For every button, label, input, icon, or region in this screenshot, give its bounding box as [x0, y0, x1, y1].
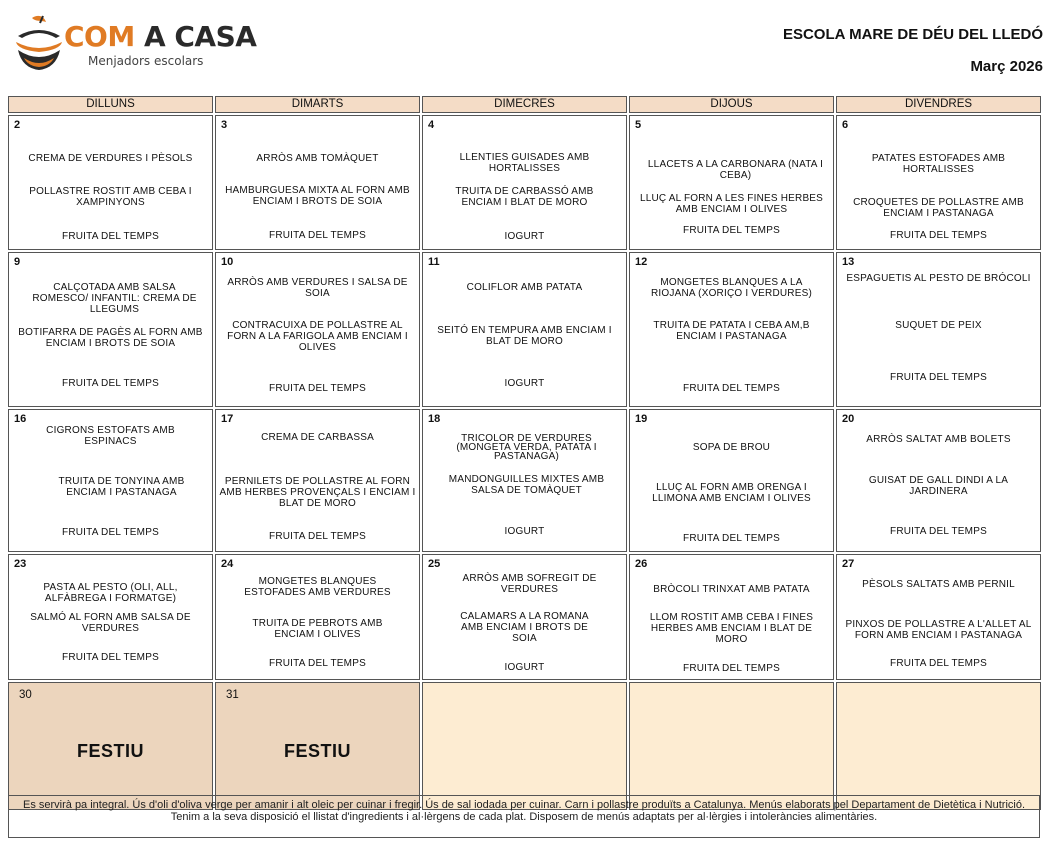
day-cell: [8, 252, 213, 407]
dessert: FRUITA DEL TEMPS: [890, 658, 987, 669]
day-cell: [8, 409, 213, 552]
dessert: FRUITA DEL TEMPS: [269, 383, 366, 394]
dessert: FRUITA DEL TEMPS: [683, 533, 780, 544]
day-cell: [629, 554, 834, 680]
brand-name: [64, 20, 256, 53]
dessert: FRUITA DEL TEMPS: [890, 230, 987, 241]
brand-logo: [12, 14, 257, 76]
day-number: 2: [14, 119, 21, 131]
dessert: FRUITA DEL TEMPS: [683, 383, 780, 394]
day-number: 26: [635, 558, 648, 570]
weekday-header: DIVENDRES: [836, 96, 1041, 113]
second-course: SUQUET DE PEIX: [895, 320, 982, 331]
first-course: MONGETES BLANQUES ESTOFADES AMB VERDURES: [244, 576, 391, 598]
second-course: LLUÇ AL FORN A LES FINES HERBES AMB ENCIAM I OLIVES: [639, 193, 824, 215]
holiday-label: FESTIU: [76, 741, 144, 761]
weekday-header: DIMECRES: [422, 96, 627, 113]
day-number: 5: [635, 119, 642, 131]
first-course: CREMA DE VERDURES I PÈSOLS: [28, 153, 193, 164]
brand-name-part2: A CASA: [143, 20, 257, 53]
first-course: SOPA DE BROU: [692, 442, 771, 453]
day-number: 24: [221, 558, 234, 570]
dessert: FRUITA DEL TEMPS: [269, 531, 366, 542]
day-cell: [215, 409, 420, 552]
first-course: TRICOLOR DE VERDURES (MONGETA VERDA, PATATA I PASTANAGA): [456, 433, 597, 462]
first-course: ARRÒS AMB VERDURES I SALSA DE SOIA: [227, 277, 408, 299]
dessert: FRUITA DEL TEMPS: [890, 372, 987, 383]
weekday-header: DIMARTS: [215, 96, 420, 113]
dessert: IOGURT: [504, 662, 545, 673]
day-cell: [629, 409, 834, 552]
week-row: [8, 115, 1040, 250]
day-cell: [836, 115, 1041, 250]
day-number: 6: [842, 119, 849, 131]
weekday-header-row: [8, 96, 1040, 113]
day-number: 18: [428, 413, 441, 425]
first-course: PATATES ESTOFADES AMB HORTALISSES: [871, 153, 1006, 175]
day-cell: [8, 554, 213, 680]
week-row: [8, 409, 1040, 552]
empty-cell: [422, 682, 627, 810]
day-cell: [629, 115, 834, 250]
holiday-cell: [215, 682, 420, 810]
first-course: LLENTIES GUISADES AMB HORTALISSES: [459, 152, 590, 174]
first-course: COLIFLOR AMB PATATA: [466, 282, 583, 293]
empty-cell: [629, 682, 834, 810]
brand-tagline: Menjadors escolars: [88, 54, 204, 68]
first-course: CREMA DE CARBASSA: [261, 432, 374, 443]
day-cell: [422, 115, 627, 250]
second-course: GUISAT DE GALL DINDI A LA JARDINERA: [868, 475, 1009, 497]
day-number: 11: [428, 256, 440, 268]
dessert: FRUITA DEL TEMPS: [62, 527, 159, 538]
first-course: LLACETS A LA CARBONARA (NATA I CEBA): [647, 159, 824, 181]
second-course: LLOM ROSTIT AMB CEBA I FINES HERBES AMB ENCIAM I BLAT DE MORO: [649, 612, 814, 645]
dessert: FRUITA DEL TEMPS: [890, 526, 987, 537]
dessert: IOGURT: [504, 378, 545, 389]
dessert: FRUITA DEL TEMPS: [683, 225, 780, 236]
second-course: TRUITA DE TONYINA AMB ENCIAM I PASTANAGA: [58, 476, 185, 498]
first-course: MONGETES BLANQUES A LA RIOJANA (XORIÇO I VERDURES): [651, 277, 812, 299]
week-row: [8, 682, 1040, 810]
school-name: ESCOLA MARE DE DÉU DEL LLEDÓ: [782, 26, 1043, 43]
second-course: POLLASTRE ROSTIT AMB CEBA I XAMPINYONS: [29, 186, 192, 208]
first-course: ARRÒS SALTAT AMB BOLETS: [866, 434, 1011, 445]
day-cell: [215, 554, 420, 680]
day-cell: [836, 252, 1041, 407]
day-number: 9: [14, 256, 21, 268]
second-course: LLUÇ AL FORN AMB ORENGA I LLIMONA AMB ENCIAM I OLIVES: [652, 482, 811, 504]
day-number: 27: [842, 558, 855, 570]
holiday-label: FESTIU: [283, 741, 351, 761]
second-course: SEITÓ EN TEMPURA AMB ENCIAM I BLAT DE MORO: [437, 325, 612, 347]
day-cell: [422, 554, 627, 680]
first-course: ESPAGUETIS AL PESTO DE BRÓCOLI: [846, 273, 1031, 284]
day-cell: [836, 554, 1041, 680]
day-number: 19: [635, 413, 648, 425]
day-number: 3: [221, 119, 228, 131]
day-cell: [629, 252, 834, 407]
weekday-header: DIJOUS: [629, 96, 834, 113]
first-course: PASTA AL PESTO (OLI, ALL, ALFÀBREGA I FORMATGE): [43, 582, 178, 604]
day-number: 25: [428, 558, 441, 570]
week-row: [8, 252, 1040, 407]
footer-note: Es servirà pa integral. Ús d'oli d'oliva verge per amanir i alt oleic per cuinar i fregir. Ús de sal iodada per cuinar. Carn i pollastre produïts a Catalunya. Menús elaborats pel Departament de Dietètica i Nutrició. Tenim a la seva disposició el llistat d'ingredients i al·lèrgens de cada plat. Disposem de menús adaptats per al·lèrgies i intoleràncies alimentàries.: [8, 795, 1040, 838]
day-cell: [422, 252, 627, 407]
day-cell: [422, 409, 627, 552]
second-course: CONTRACUIXA DE POLLASTRE AL FORN A LA FARIGOLA AMB ENCIAM I OLIVES: [227, 320, 408, 353]
second-course: HAMBURGUESA MIXTA AL FORN AMB ENCIAM I BROTS DE SOIA: [225, 185, 410, 207]
second-course: PERNILETS DE POLLASTRE AL FORN AMB HERBES PROVENÇALS I ENCIAM I BLAT DE MORO: [219, 476, 416, 509]
menu-calendar: [8, 96, 1040, 812]
day-number: 13: [842, 256, 855, 268]
dessert: FRUITA DEL TEMPS: [62, 652, 159, 663]
day-number: 10: [221, 256, 234, 268]
menu-month: Març 2026: [970, 58, 1043, 75]
day-number: 30: [19, 689, 32, 701]
day-number: 23: [14, 558, 27, 570]
empty-cell: [836, 682, 1041, 810]
bowl-logo-icon: [12, 14, 66, 76]
day-number: 20: [842, 413, 855, 425]
dessert: FRUITA DEL TEMPS: [269, 658, 366, 669]
dessert: FRUITA DEL TEMPS: [269, 230, 366, 241]
day-number: 17: [221, 413, 234, 425]
day-number: 4: [428, 119, 435, 131]
week-row: [8, 554, 1040, 680]
brand-name-part1: COM: [64, 20, 135, 53]
first-course: ARRÒS AMB SOFREGIT DE VERDURES: [462, 573, 597, 595]
first-course: CALÇOTADA AMB SALSA ROMESCO/ INFANTIL: CREMA DE LLEGUMS: [32, 282, 197, 315]
day-cell: [8, 115, 213, 250]
second-course: TRUITA DE CARBASSÓ AMB ENCIAM I BLAT DE MORO: [455, 186, 594, 208]
day-number: 12: [635, 256, 648, 268]
dessert: FRUITA DEL TEMPS: [683, 663, 780, 674]
second-course: PINXOS DE POLLASTRE A L'ALLET AL FORN AMB ENCIAM I PASTANAGA: [845, 619, 1032, 641]
first-course: PÈSOLS SALTATS AMB PERNIL: [862, 579, 1015, 590]
weekday-header: DILLUNS: [8, 96, 213, 113]
second-course: BOTIFARRA DE PAGÈS AL FORN AMB ENCIAM I BROTS DE SOIA: [18, 327, 203, 349]
first-course: BRÒCOLI TRINXAT AMB PATATA: [653, 584, 810, 595]
dessert: FRUITA DEL TEMPS: [62, 231, 159, 242]
day-cell: [215, 115, 420, 250]
dessert: FRUITA DEL TEMPS: [62, 378, 159, 389]
day-cell: [836, 409, 1041, 552]
day-number: 16: [14, 413, 27, 425]
second-course: TRUITA DE PEBROTS AMB ENCIAM I OLIVES: [252, 618, 383, 640]
second-course: MANDONGUILLES MIXTES AMB SALSA DE TOMÀQUET: [448, 474, 605, 496]
day-number: 31: [226, 689, 239, 701]
second-course: CALAMARS A LA ROMANA AMB ENCIAM I BROTS DE SOIA: [460, 611, 589, 644]
holiday-cell: [8, 682, 213, 810]
second-course: TRUITA DE PATATA I CEBA AM,B ENCIAM I PASTANAGA: [653, 320, 810, 342]
first-course: CIGRONS ESTOFATS AMB ESPINACS: [46, 425, 175, 447]
first-course: ARRÒS AMB TOMÀQUET: [256, 153, 379, 164]
dessert: IOGURT: [504, 526, 545, 537]
day-cell: [215, 252, 420, 407]
second-course: CROQUETES DE POLLASTRE AMB ENCIAM I PASTANAGA: [853, 197, 1024, 219]
dessert: IOGURT: [504, 231, 545, 242]
second-course: SALMÓ AL FORN AMB SALSA DE VERDURES: [30, 612, 191, 634]
